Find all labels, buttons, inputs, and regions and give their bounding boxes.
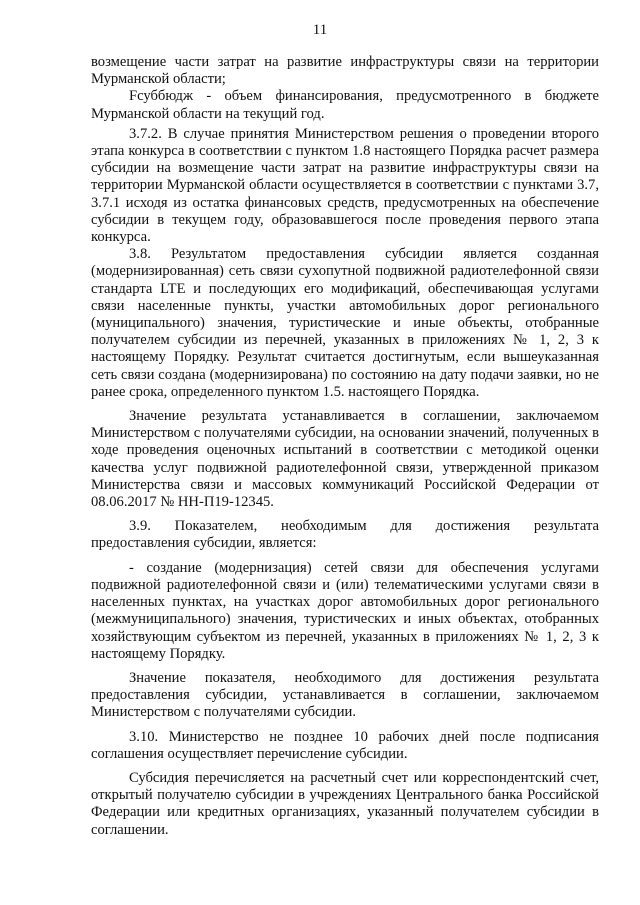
paragraph-3-10: 3.10. Министерство не позднее 10 рабочих дней после подписания соглашения осуществляет перечисление субсидии. [91, 728, 599, 762]
paragraph-indicator-item: - создание (модернизация) сетей связи для обеспечения услугами подвижной радиотелефонной связи и (или) телематическими услугами связи в населенных пунктах, на участках дорог автомобильных дорог регионального (межмуниципального) значения, туристических и иных объектах, отобранных хозяйствующим субъектом из перечней, указанных в приложениях № 1, 2, 3 к настоящему Порядку. [91, 559, 599, 662]
paragraph-fsubbudget-definition: Fсуббюдж - объем финансирования, предусмотренного в бюджете Мурманской области на текущий год. [91, 88, 599, 122]
paragraph-3-9: 3.9. Показателем, необходимым для достижения результата предоставления субсидии, является: [91, 518, 599, 552]
paragraph-subsidy-transfer: Субсидия перечисляется на расчетный счет или корреспондентский счет, открытый получателю субсидии в учреждениях Центрального банка Российской Федерации или кредитных организациях, указанный получателем субсидии в соглашении. [91, 769, 599, 838]
paragraph-result-value: Значение результата устанавливается в соглашении, заключаемом Министерством с получателями субсидии, на основании значений, полученных в ходе проведения оценочных испытаний в соответствии с методикой оценки качества услуг подвижной радиотелефонной связи, утвержденной приказом Министерства связи и массовых коммуникаций Российской Федерации от 08.06.2017 № НН-П19-12345. [91, 408, 599, 511]
paragraph-continuation: возмещение части затрат на развитие инфраструктуры связи на территории Мурманской области; [91, 54, 599, 88]
paragraph-3-8: 3.8. Результатом предоставления субсидии является созданная (модернизированная) сеть связи сухопутной подвижной радиотелефонной связи стандарта LTE и последующих его модификаций, обеспечивающая услугами связи населенные пункты, участки автомобильных дорог регионального (муниципального) значения, туристические и иные объекты, отобранные получателем субсидии из перечней, указанных в приложениях № 1, 2, 3 к настоящему Порядку. Результат считается достигнутым, если вышеуказанная сеть связи создана (модернизирована) по состоянию на дату подачи заявки, но не ранее срока, определенного пунктом 1.5. настоящего Порядка. [91, 246, 599, 400]
paragraph-indicator-value: Значение показателя, необходимого для достижения результата предоставления субсидии, устанавливается в соглашении, заключаемом Министерством с получателями субсидии. [91, 669, 599, 721]
document-body [91, 54, 599, 839]
paragraph-3-7-2: 3.7.2. В случае принятия Министерством решения о проведении второго этапа конкурса в соответствии с пунктом 1.8 настоящего Порядка расчет размера субсидии на возмещение части затрат на развитие инфраструктуры связи на территории Мурманской области осуществляется в соответствии с пунктами 3.7, 3.7.1 исходя из остатка финансовых средств, предусмотренных на обеспечение субсидии в текущем году, образовавшегося после проведения первого этапа конкурса. [91, 125, 599, 246]
page-number: 11 [312, 22, 328, 38]
